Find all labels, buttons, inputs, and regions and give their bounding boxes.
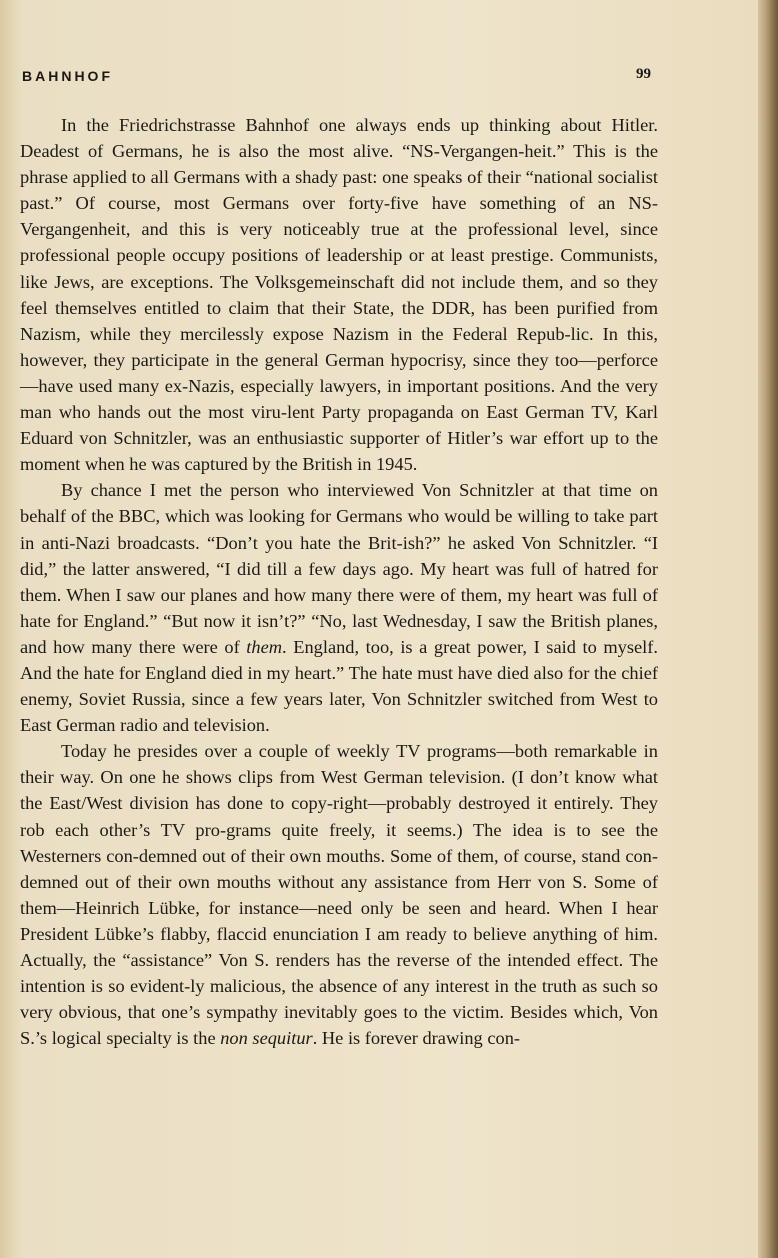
running-head: BAHNHOF xyxy=(22,68,113,84)
page-header xyxy=(22,62,658,90)
paragraph-1 xyxy=(20,112,658,477)
paragraph-2 xyxy=(20,477,658,738)
paragraph-2-text-b: . England, too, is a great power, I said to myself. And the hate for England died in my heart.” The hate must have died also for the chief enemy, Soviet Russia, since a few years later, Von Schnitzler switched from West to East German radio and television. xyxy=(20,636,658,736)
paragraph-2-text-a: By chance I met the person who interviewed Von Schnitzler at that time on behalf of the BBC, which was looking for Germans who would be willing to take part in anti-Nazi broadcasts. “Don’t you hate the Brit-ish?” he asked Von Schnitzler. “I did,” the latter answered, “I did till a few days ago. My heart was full of hatred for them. When I saw our planes and how many there were of them, my heart was full of hate for England.” “But now it isn’t?” “No, last Wednesday, I saw the British planes, and how many there were of xyxy=(20,480,658,657)
paragraph-2-italic-word: them xyxy=(246,636,283,657)
page-number: 99 xyxy=(636,66,651,82)
body-text xyxy=(20,112,658,1051)
paragraph-1-text: In the Friedrichstrasse Bahnhof one always ends up thinking about Hitler. Deadest of Germans, he is also the most alive. “NS-Vergangen-heit.” This is the phrase applied to all Germans with a shady past: one speaks of their “national socialist past.” Of course, most Germans over forty-five have something of an NS-Vergangenheit, and this is very noticeably true at the professional level, since professional people occupy positions of leadership or at least prestige. Communists, like Jews, are exceptions. The Volksgemeinschaft did not include them, and so they feel themselves entitled to claim that their State, the DDR, has been purified from Nazism, while they mercilessly expose Nazism in the Federal Repub-lic. In this, however, they participate in the general German hypocrisy, since they too—perforce—have used many ex-Nazis, especially lawyers, in important positions. And the very man who hands out the most viru-lent Party propaganda on East German TV, Karl Eduard von Schnitzler, was an enthusiastic supporter of Hitler’s war effort up to the moment when he was captured by the British in 1945. xyxy=(20,115,658,475)
book-page-edge xyxy=(758,0,778,1258)
paragraph-3-italic-phrase: non sequitur xyxy=(220,1028,313,1049)
paragraph-3 xyxy=(20,738,658,1051)
paragraph-3-text-b: . He is forever drawing con- xyxy=(312,1028,521,1049)
paragraph-3-text-a: Today he presides over a couple of weekly TV programs—both remarkable in their way. On one he shows clips from West German television. (I don’t know what the East/West division has done to copy-right—probably destroyed it entirely. They rob each other’s TV pro-grams quite freely, it seems.) The idea is to see the Westerners con-demned out of their own mouths. Some of them, of course, stand con-demned out of their own mouths without any assistance from Herr von S. Some of them—Heinrich Lübke, for instance—need only be seen and heard. When I hear President Lübke’s flabby, flaccid enunciation I am ready to believe anything of him. Actually, the “assistance” Von S. renders has the reverse of the intended effect. The intention is so evident-ly malicious, the absence of any interest in the truth as such so very obvious, that one’s sympathy inevitably goes to the victim. Besides which, Von S.’s logical specialty is the xyxy=(20,741,658,1049)
